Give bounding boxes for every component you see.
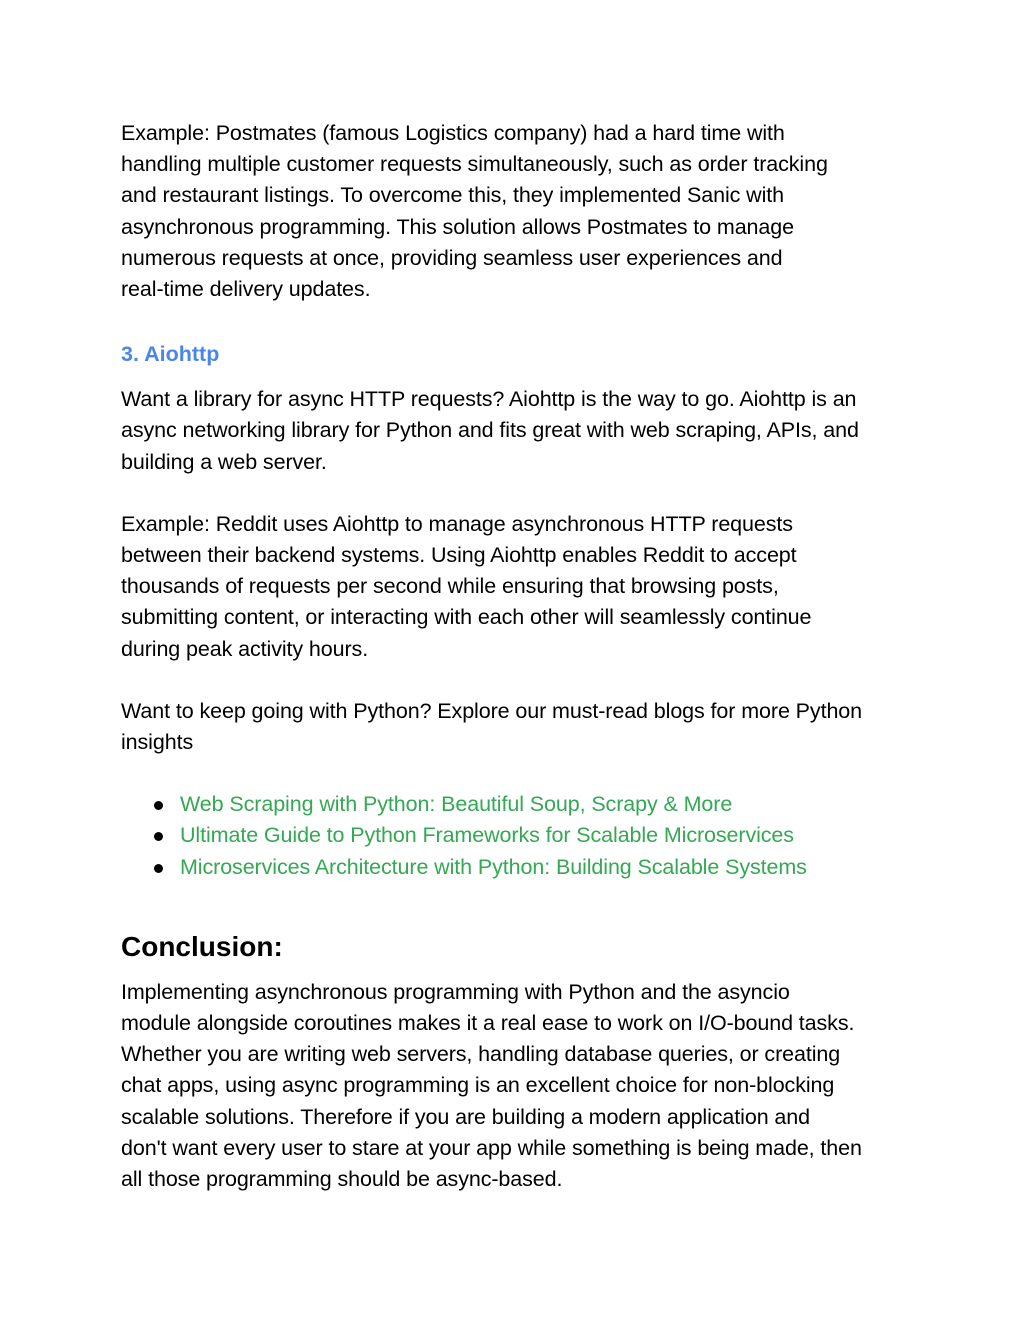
paragraph-aiohttp-intro: Want a library for async HTTP requests? Aiohttp is the way to go. Aiohttp is an async networking library for Python and fits great with web scraping, APIs, and building a web server.	[121, 387, 859, 474]
blog-link-python-frameworks[interactable]: Ultimate Guide to Python Frameworks for Scalable Microservices	[180, 823, 794, 848]
bullet-icon	[154, 832, 163, 841]
paragraph-keep-going: Want to keep going with Python? Explore our must-read blogs for more Python insights	[121, 698, 863, 755]
list-item	[121, 852, 911, 883]
list-item	[121, 789, 911, 820]
heading-conclusion: Conclusion:	[121, 930, 283, 962]
bullet-icon	[154, 801, 163, 810]
subheading-aiohttp: 3. Aiohttp	[121, 342, 220, 367]
blog-link-web-scraping[interactable]: Web Scraping with Python: Beautiful Soup, Scrapy & More	[180, 792, 733, 817]
bullet-icon	[154, 864, 163, 873]
document-page	[121, 118, 911, 1195]
blog-link-microservices-architecture[interactable]: Microservices Architecture with Python: Building Scalable Systems	[180, 854, 807, 879]
paragraph-postmates-example: Example: Postmates (famous Logistics company) had a hard time with handling multiple customer requests simultaneously, such as order tracking and restaurant listings. To overcome this, they implemented Sanic with asynchronous programming. This solution allows Postmates to manage numerous requests at once, providing seamless user experiences and real-time delivery updates.	[121, 121, 828, 302]
paragraph-conclusion: Implementing asynchronous programming with Python and the asyncio module alongside coroutines makes it a real ease to work on I/O-bound tasks. Whether you are writing web servers, handling database queries, or creating chat apps, using async programming is an excellent choice for non-blocking scalable solutions. Therefore if you are building a modern application and don't want every user to stare at your app while something is being made, then all those programming should be async-based.	[121, 979, 862, 1192]
related-blogs-list	[121, 789, 911, 883]
list-item	[121, 820, 911, 851]
paragraph-reddit-example: Example: Reddit uses Aiohttp to manage asynchronous HTTP requests between their backend systems. Using Aiohttp enables Reddit to accept thousands of requests per second while ensuring that browsing posts, submitting content, or interacting with each other will seamlessly continue during peak activity hours.	[121, 511, 812, 661]
